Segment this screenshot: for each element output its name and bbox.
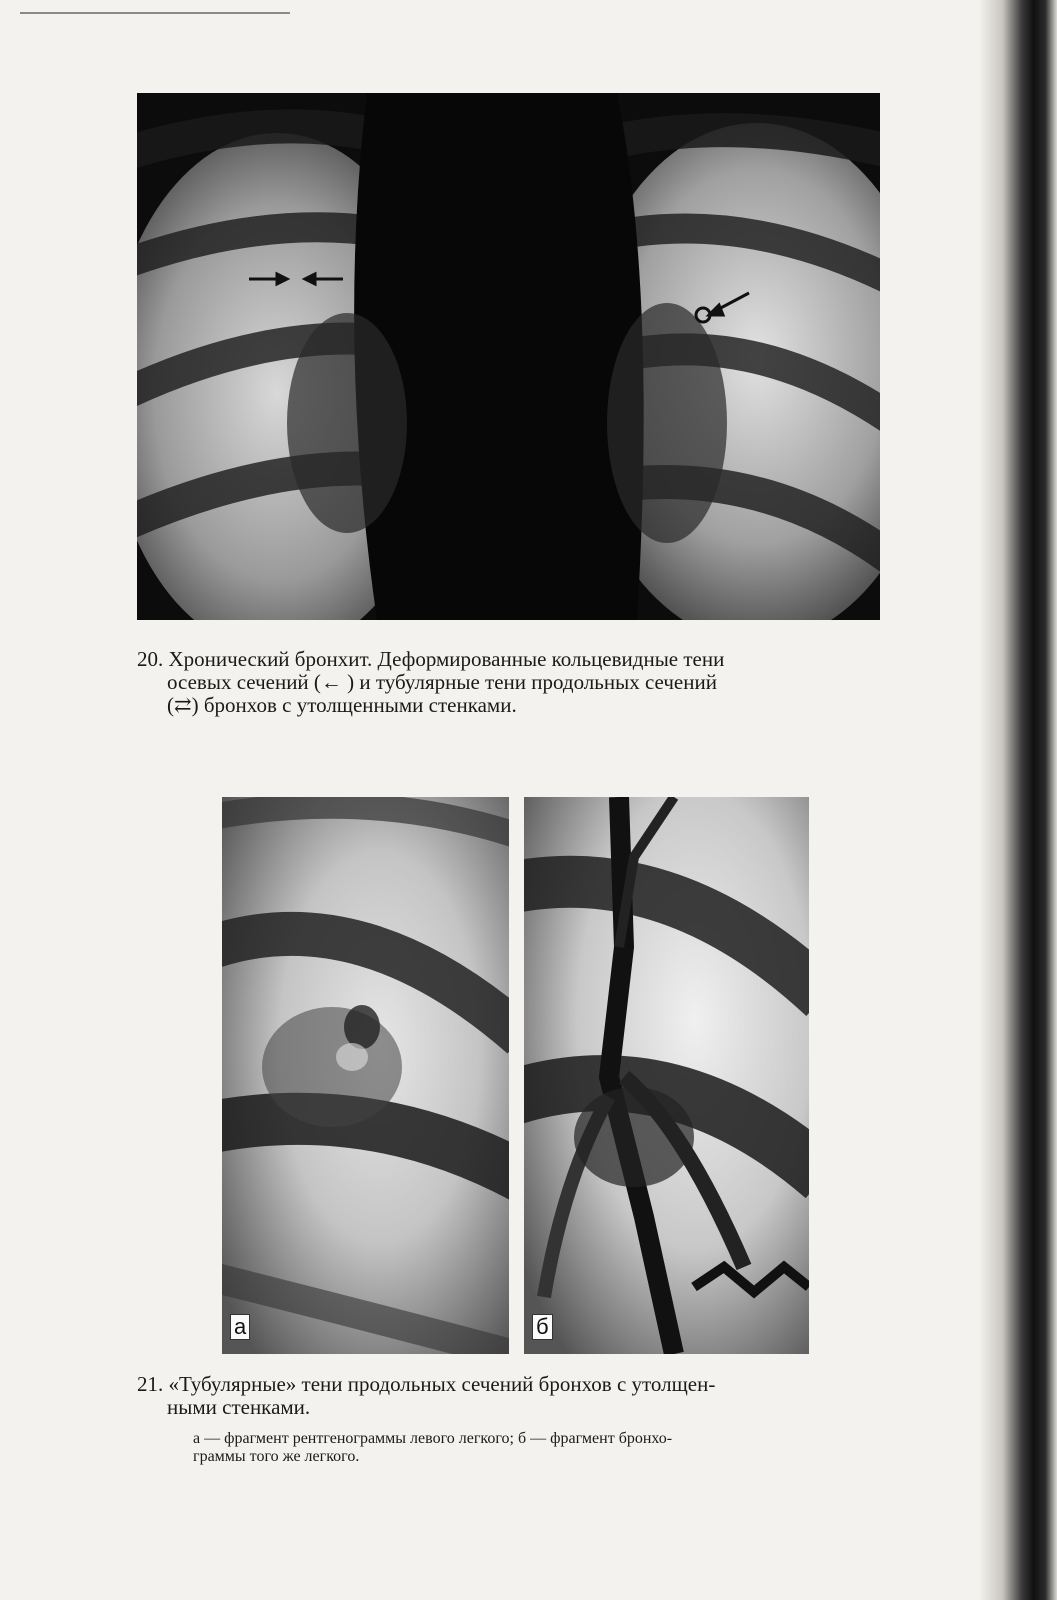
panel-a-label: а: [230, 1314, 250, 1340]
scan-top-line: [20, 12, 290, 14]
figure-21a-xray: [222, 797, 509, 1354]
figure-20-caption: [137, 648, 882, 717]
figure-21-subcaption-line2: граммы того же легкого.: [193, 1448, 360, 1465]
figure-21-caption-line2: ными стенками.: [167, 1395, 311, 1419]
figure-20-image: [137, 93, 880, 620]
figure-21-caption: [137, 1373, 907, 1419]
figure-20-caption-line3: (⇄) бронхов с утолщенными стенками.: [167, 693, 517, 717]
figure-20-caption-line2: осевых сечений (← ) и тубулярные тени продольных сечений: [167, 670, 717, 694]
figure-21b-bronchogram: [524, 797, 809, 1354]
figure-20-xray: [137, 93, 880, 620]
figure-20-number: 20.: [137, 647, 164, 671]
figure-20-caption-line1: Хронический бронхит. Деформированные кольцевидные тени: [168, 647, 725, 671]
figure-21b-image: [524, 797, 809, 1354]
figure-21-subcaption-line1: а — фрагмент рентгенограммы левого легкого; б — фрагмент бронхо-: [193, 1430, 673, 1447]
scan-right-edge: [979, 0, 1057, 1600]
figure-21-number: 21.: [137, 1372, 164, 1396]
figure-21-caption-line1: «Тубулярные» тени продольных сечений бронхов с утолщен-: [168, 1372, 716, 1396]
figure-21a-image: [222, 797, 509, 1354]
figure-21-subcaption: [193, 1430, 905, 1466]
panel-b-label: б: [532, 1314, 553, 1340]
